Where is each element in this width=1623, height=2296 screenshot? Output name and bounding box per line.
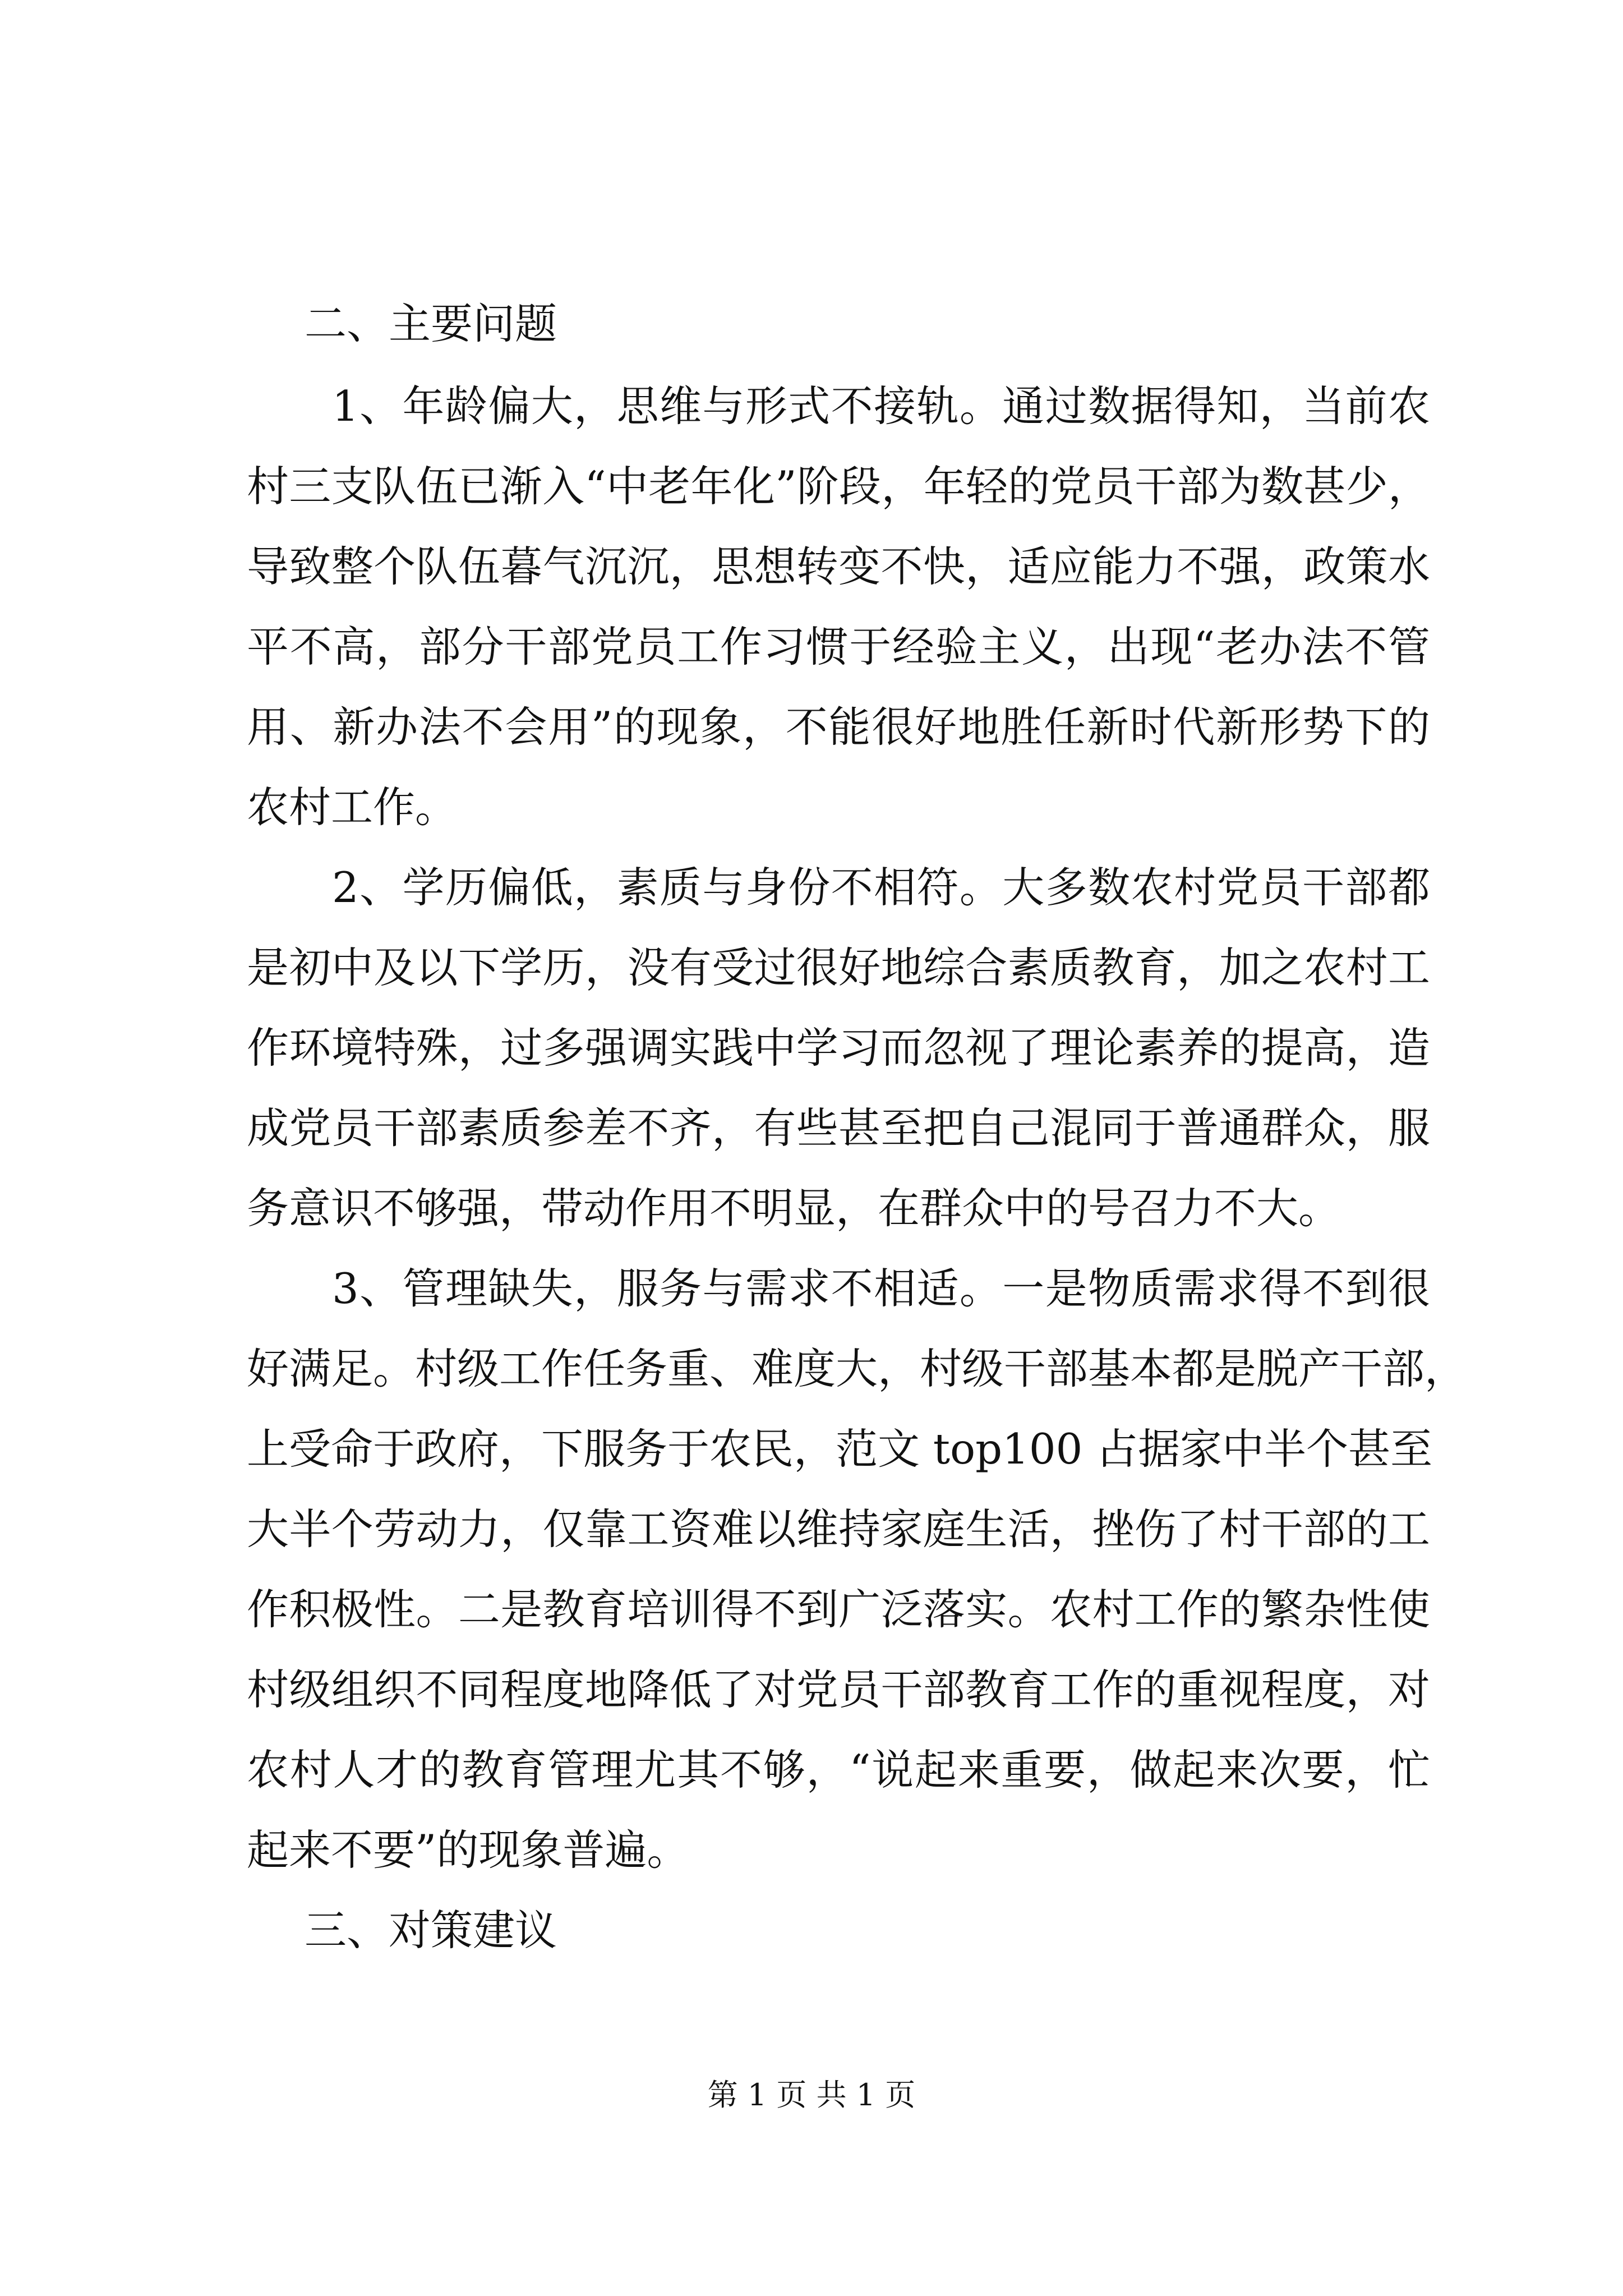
para2-line-3: 作环境特殊，过多强调实践中学习而忽视了理论素养的提高，造	[247, 1023, 1430, 1073]
section-heading-suggestions: 三、对策建议	[305, 1906, 557, 1955]
para2-line-2: 是初中及以下学历，没有受过很好地综合素质教育，加之农村工	[247, 943, 1430, 992]
para3-line-2: 好满足。村级工作任务重、难度大，村级干部基本都是脱产干部，	[247, 1344, 1467, 1393]
para1-line-3: 导致整个队伍暮气沉沉，思想转变不快，适应能力不强，政策水	[247, 542, 1430, 591]
para3-line-4: 大半个劳动力，仅靠工资难以维持家庭生活，挫伤了村干部的工	[247, 1504, 1430, 1554]
section-heading-problems: 二、主要问题	[305, 299, 557, 348]
para1-line-5: 用、新办法不会用”的现象，不能很好地胜任新时代新形势下的	[247, 702, 1430, 752]
para1-line-2: 村三支队伍已渐入“中老年化”阶段，年轻的党员干部为数甚少，	[247, 462, 1430, 511]
para1-line-6: 农村工作。	[247, 783, 458, 832]
para3-line-1: 3、管理缺失，服务与需求不相适。一是物质需求得不到很	[332, 1264, 1430, 1313]
para2-line-5: 务意识不够强，带动作用不明显，在群众中的号召力不大。	[247, 1184, 1341, 1233]
para3-line-5: 作积极性。二是教育培训得不到广泛落实。农村工作的繁杂性使	[247, 1585, 1430, 1634]
para1-line-4: 平不高，部分干部党员工作习惯于经验主义，出现“老办法不管	[247, 622, 1430, 671]
page-footer: 第 1 页 共 1 页	[707, 2077, 916, 2113]
para2-line-4: 成党员干部素质参差不齐，有些甚至把自己混同于普通群众，服	[247, 1103, 1430, 1153]
para3-line-3: 上受命于政府，下服务于农民，范文 top100 占据家中半个甚至	[247, 1424, 1433, 1474]
para3-line-7: 农村人才的教育管理尤其不够，“说起来重要，做起来次要，忙	[247, 1745, 1430, 1795]
para3-line-6: 村级组织不同程度地降低了对党员干部教育工作的重视程度，对	[247, 1665, 1430, 1714]
para3-line-8: 起来不要”的现象普遍。	[247, 1825, 689, 1875]
para2-line-1: 2、学历偏低，素质与身份不相符。大多数农村党员干部都	[332, 863, 1430, 912]
para1-line-1: 1、年龄偏大，思维与形式不接轨。通过数据得知，当前农	[332, 381, 1430, 431]
